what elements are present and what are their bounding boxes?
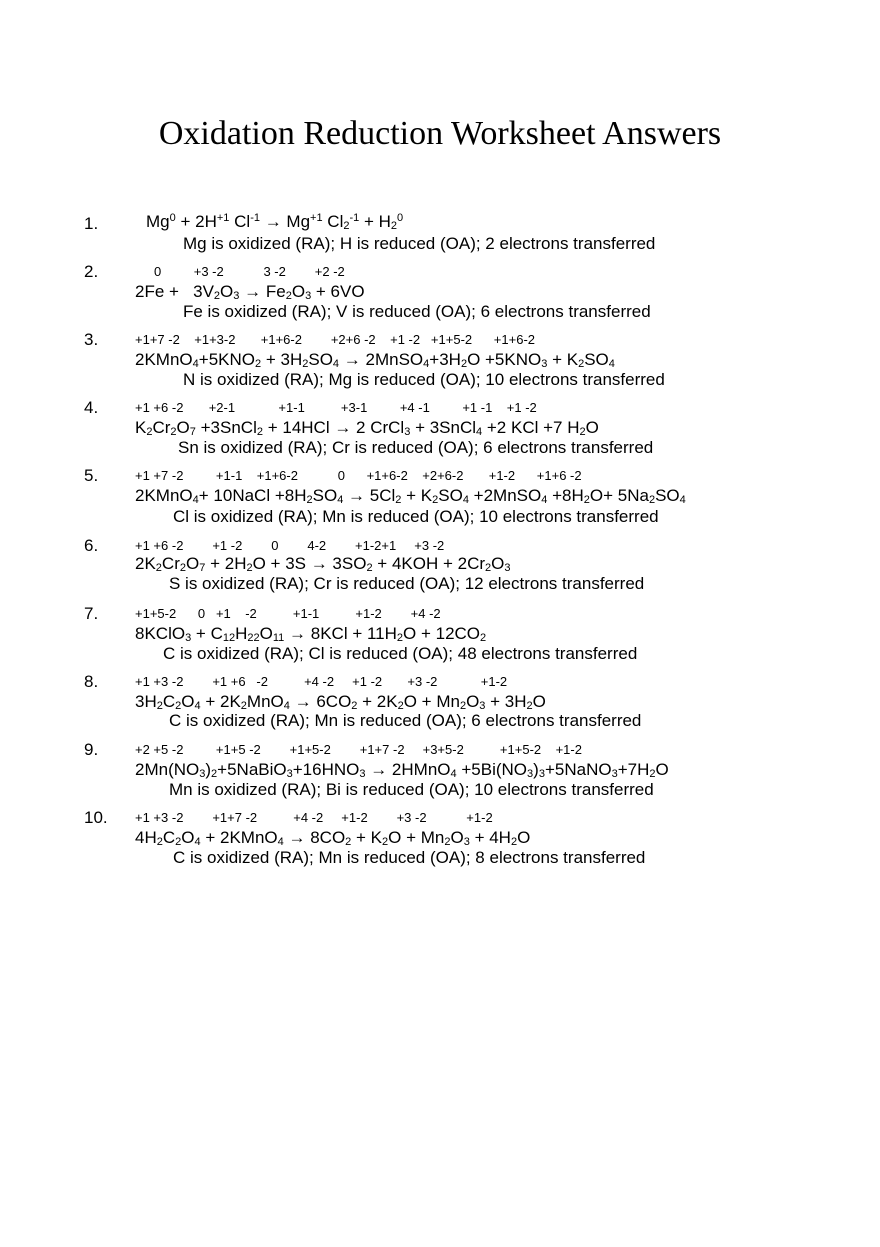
equation: $3H_2C_2O_4 + 2K_2MnO_4 \to 6CO_2 + 2K_2O + Mn_2O_3 + 3H_2O$ — [135, 692, 546, 712]
answer-line: Sn is oxidized (RA); Cr is reduced (OA); 6 electrons transferred — [178, 438, 654, 457]
answer-line: Mg is oxidized (RA); H is reduced (OA); 2 electrons transferred — [183, 234, 656, 253]
answer-line: C is oxidized (RA); Mn is reduced (OA); 8 electrons transferred — [173, 848, 646, 867]
equation: $Mg^0 + 2H^{+1}$ $Cl^{-1} \to Mg^{+1}$ $Cl_2^{-1} + H_2^0$ — [146, 212, 404, 232]
equation: $4H_2C_2O_4$ + 2KMnO$_4$ → $8CO_2 + K_2O + Mn_2O_3 + 4H_2O$ — [135, 828, 531, 848]
oxidation-numbers: +1+7 -2 +1+3-2 +1+6-2 +2+6 -2 +1 -2 +1+5-2 +1+6-2 — [135, 332, 536, 347]
answer-line: N is oxidized (RA); Mg is reduced (OA); 10 electrons transferred — [183, 370, 665, 389]
item-number: 10. — [84, 808, 108, 827]
oxidation-numbers: +1 +3 -2 +1 +6 -2 +4 -2 +1 -2 +3 -2 +1-2 — [135, 674, 508, 689]
equation: $2Fe + 3V_2O_3 \to Fe_2O_3 + 6VO$ — [135, 282, 365, 302]
item-number: 5. — [84, 466, 99, 485]
oxidation-numbers: +2 +5 -2 +1+5 -2 +1+5-2 +1+7 -2 +3+5-2 +1+5-2 +1-2 — [135, 742, 582, 757]
item-number: 3. — [84, 330, 99, 349]
answer-line: Cl is oxidized (RA); Mn is reduced (OA); 10 electrons transferred — [173, 507, 659, 526]
item-number: 9. — [84, 740, 99, 759]
equation: 2KMnO$_4$+ 10NaCl $+8H_2SO_4 \to 5Cl_2 + K_2SO_4$ +2MnSO$_4$ $+8H_2O+ 5Na_2SO_4$ — [135, 486, 686, 506]
equation: $2K_2Cr_2O_7 + 2H_2O + 3S \to 3SO_2 + 4KOH + 2Cr_2O_3$ — [135, 554, 511, 574]
answer-line: S is oxidized (RA); Cr is reduced (OA); 12 electrons transferred — [169, 574, 645, 593]
oxidation-numbers: +1 +3 -2 +1+7 -2 +4 -2 +1-2 +3 -2 +1-2 — [135, 810, 493, 825]
oxidation-numbers: +1 +6 -2 +1 -2 0 4-2 +1-2+1 +3 -2 — [135, 538, 445, 553]
equation: $2Mn(NO_3)_2+5NaBiO_3+16HNO_3$ → 2HMnO$_4$ $+5Bi(NO_3)_3+5NaNO_3+7H_2O$ — [135, 760, 669, 780]
page-title: Oxidation Reduction Worksheet Answers — [158, 115, 722, 152]
answer-line: C is oxidized (RA); Mn is reduced (OA); 6 electrons transferred — [169, 711, 642, 730]
oxidation-numbers: 0 +3 -2 3 -2 +2 -2 — [154, 264, 345, 279]
answer-line: Fe is oxidized (RA); V is reduced (OA); 6 electrons transferred — [183, 302, 651, 321]
answer-line: C is oxidized (RA); Cl is reduced (OA); 48 electrons transferred — [163, 644, 638, 663]
item-number: 7. — [84, 604, 99, 623]
oxidation-numbers: +1+5-2 0 +1 -2 +1-1 +1-2 +4 -2 — [135, 606, 441, 621]
equation: $K_2Cr_2O_7$ +3SnCl$_2$ + 14HCl → 2 CrCl$_3$ + 3SnCl$_4$ +2 KCl +7 $H_2O$ — [135, 418, 599, 438]
item-number: 8. — [84, 672, 99, 691]
equation: $2KMnO_4+5KNO_2 + 3H_2SO_4$ → $2MnSO_4+3H_2O +5KNO_3 + K_2SO_4$ — [135, 350, 615, 370]
item-number: 4. — [84, 398, 99, 417]
equation: 8KClO$_3$ + $C_{12}H_{22}O_{11} \to 8KCl + 11H_2O + 12CO_2$ — [135, 624, 487, 644]
oxidation-numbers: +1 +7 -2 +1-1 +1+6-2 0 +1+6-2 +2+6-2 +1-2 +1+6 -2 — [135, 468, 582, 483]
answer-line: Mn is oxidized (RA); Bi is reduced (OA); 10 electrons transferred — [169, 780, 654, 799]
item-number: 6. — [84, 536, 99, 555]
item-number: 2. — [84, 262, 99, 281]
oxidation-numbers: +1 +6 -2 +2-1 +1-1 +3-1 +4 -1 +1 -1 +1 -2 — [135, 400, 537, 415]
item-number: 1. — [84, 214, 99, 233]
